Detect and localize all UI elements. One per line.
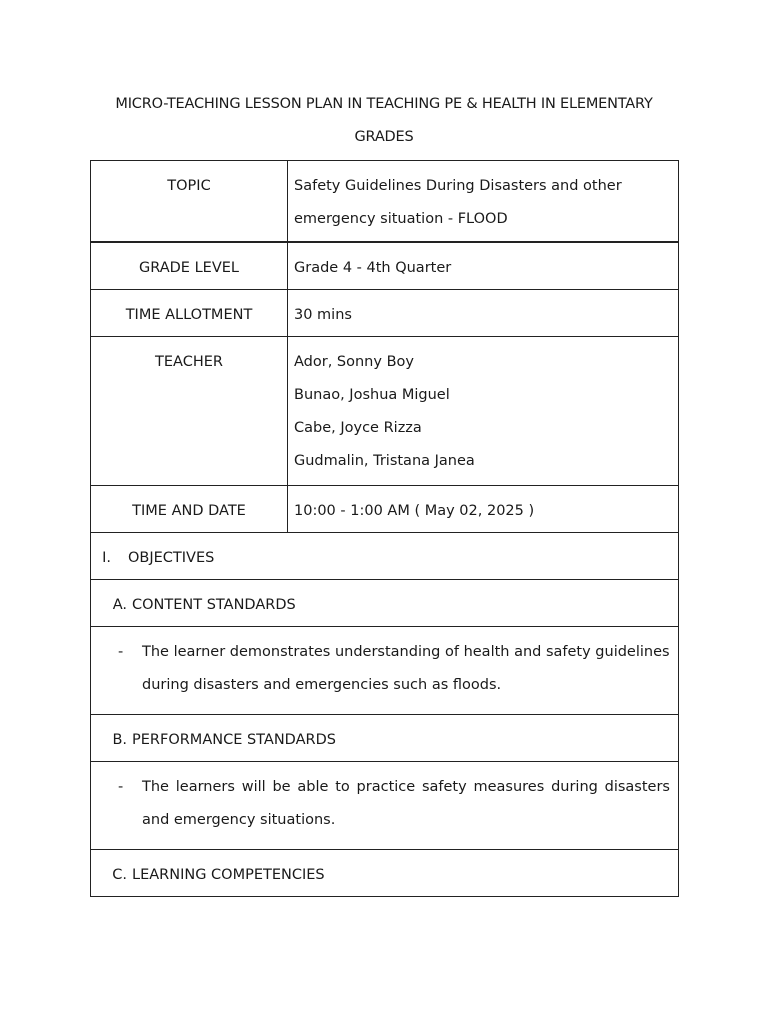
time-allotment-value-cell: [288, 290, 679, 337]
objectives-heading: [91, 533, 678, 575]
learning-competencies-heading: [91, 850, 678, 892]
time-and-date-label: TIME AND DATE: [132, 503, 246, 519]
teacher-name: Bunao, Joshua Miguel: [294, 387, 450, 403]
time-allotment-label: TIME ALLOTMENT: [125, 307, 253, 323]
bullet-dash: -: [118, 779, 124, 795]
objectives-marker: I.: [102, 550, 111, 566]
performance-standards-text-cell: [91, 762, 679, 850]
lesson-plan-table: [90, 160, 679, 897]
content-standards-heading: [91, 580, 678, 622]
performance-standards-label: PERFORMANCE STANDARDS: [132, 732, 336, 748]
grade-level-label: GRADE LEVEL: [139, 260, 239, 276]
performance-standards-marker: B.: [112, 732, 127, 748]
content-standards-text-cell: [91, 627, 679, 715]
teacher-label-cell: [91, 337, 288, 486]
topic-line-2: emergency situation - FLOOD: [294, 211, 508, 227]
performance-standards-text: The learners will be able to practice safety measures during disasters and emergency situations.: [142, 779, 670, 828]
teacher-row: [91, 337, 679, 486]
content-standards-text-row: [91, 627, 679, 715]
objectives-cell: [91, 533, 679, 580]
topic-row: [91, 161, 679, 243]
bullet-dash: -: [118, 644, 124, 660]
learning-competencies-label: LEARNING COMPETENCIES: [132, 867, 325, 883]
teacher-label: TEACHER: [155, 354, 223, 370]
learning-competencies-marker: C.: [112, 867, 127, 883]
grade-level-label-cell: [91, 242, 288, 290]
topic-line-1: Safety Guidelines During Disasters and other: [294, 178, 622, 194]
content-standards-row: [91, 580, 679, 627]
performance-standards-heading: [91, 715, 678, 757]
document-title: [60, 88, 708, 154]
time-allotment-value: 30 mins: [294, 307, 352, 323]
time-and-date-value: 10:00 - 1:00 AM ( May 02, 2025 ): [294, 503, 535, 519]
teacher-name: Gudmalin, Tristana Janea: [294, 453, 475, 469]
grade-level-value: Grade 4 - 4th Quarter: [294, 260, 452, 276]
grade-level-row: [91, 242, 679, 290]
time-allotment-row: [91, 290, 679, 337]
teacher-name: Cabe, Joyce Rizza: [294, 420, 422, 436]
performance-standards-cell: [91, 715, 679, 762]
grade-level-value-cell: [288, 242, 679, 290]
title-line-1: MICRO-TEACHING LESSON PLAN IN TEACHING PE & HEALTH IN ELEMENTARY: [115, 96, 653, 112]
content-standards-cell: [91, 580, 679, 627]
performance-standards-paragraph: [91, 762, 678, 849]
learning-competencies-row: [91, 850, 679, 897]
teacher-name: Ador, Sonny Boy: [294, 354, 414, 370]
topic-label: TOPIC: [167, 178, 211, 194]
learning-competencies-cell: [91, 850, 679, 897]
content-standards-label: CONTENT STANDARDS: [132, 597, 296, 613]
title-line-2: GRADES: [354, 129, 414, 145]
objectives-label: OBJECTIVES: [128, 550, 215, 566]
topic-label-cell: [91, 161, 288, 243]
teacher-value-cell: [288, 337, 679, 486]
performance-standards-row: [91, 715, 679, 762]
content-standards-marker: A.: [112, 597, 127, 613]
content-standards-text: The learner demonstrates understanding of health and safety guidelines during disasters and emergencies such as floods.: [142, 644, 670, 693]
time-and-date-label-cell: [91, 486, 288, 533]
time-and-date-value-cell: [288, 486, 679, 533]
objectives-row: [91, 533, 679, 580]
content-standards-paragraph: [91, 627, 678, 714]
time-allotment-label-cell: [91, 290, 288, 337]
time-and-date-row: [91, 486, 679, 533]
performance-standards-text-row: [91, 762, 679, 850]
topic-value-cell: [288, 161, 679, 243]
